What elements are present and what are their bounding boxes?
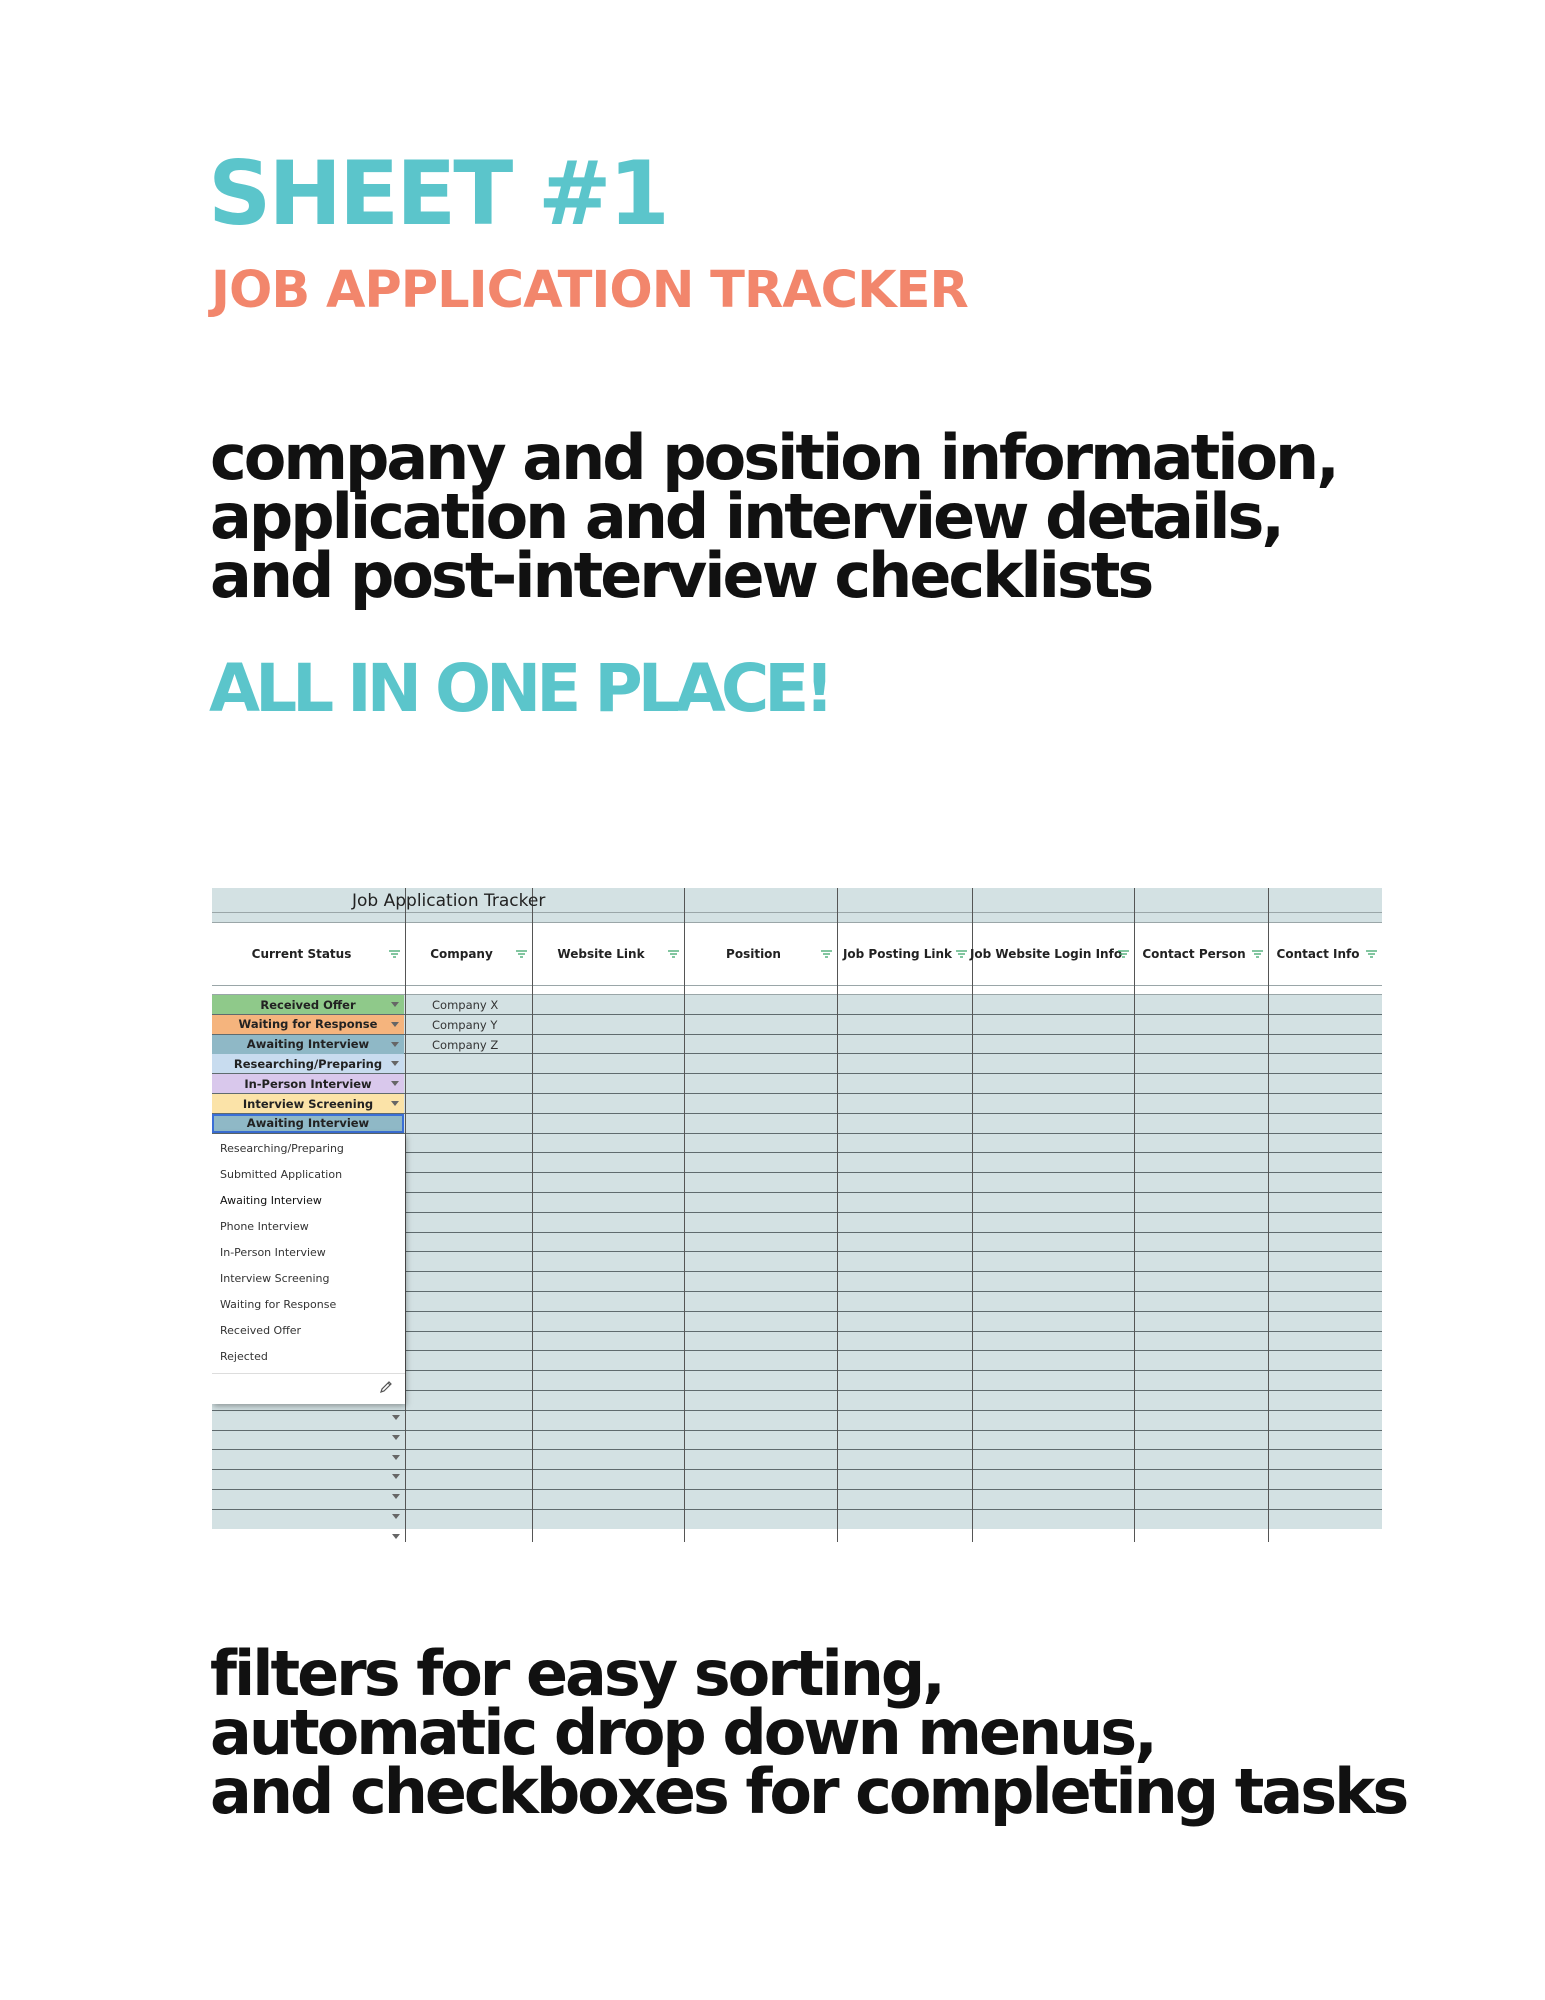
column-divider — [684, 888, 685, 1542]
header-divider — [212, 922, 1382, 923]
dropdown-caret-icon[interactable] — [392, 1474, 400, 1479]
column-header[interactable]: Contact Info — [1276, 947, 1360, 961]
row-divider — [212, 1469, 1382, 1470]
dropdown-caret-icon[interactable] — [391, 1002, 399, 1007]
column-header[interactable]: Website Link — [557, 947, 645, 961]
row-divider — [212, 1449, 1382, 1450]
column-divider — [837, 888, 838, 1542]
sheet-heading: SHEET #1 — [208, 142, 667, 245]
grid-row — [212, 1470, 1382, 1489]
dropdown-option[interactable]: Submitted Application — [220, 1168, 343, 1181]
tagline: ALL IN ONE PLACE! — [209, 650, 830, 727]
blurb-line: filters for easy sorting, — [210, 1637, 943, 1710]
row-divider — [212, 1430, 1382, 1431]
status-cell[interactable]: Waiting for Response — [212, 1015, 404, 1034]
grid-row — [212, 1450, 1382, 1469]
header-divider — [212, 912, 1382, 913]
status-cell[interactable]: Received Offer — [212, 995, 404, 1014]
dropdown-option[interactable]: In-Person Interview — [220, 1246, 326, 1259]
column-header[interactable]: Job Posting Link — [842, 947, 953, 961]
column-header[interactable]: Current Status — [251, 947, 352, 961]
filter-icon[interactable] — [821, 950, 832, 958]
dropdown-option[interactable]: Phone Interview — [220, 1220, 309, 1233]
column-divider — [972, 888, 973, 1542]
grid-row — [212, 912, 1382, 922]
filter-icon[interactable] — [1366, 950, 1377, 958]
dropdown-option[interactable]: Awaiting Interview — [220, 1194, 322, 1207]
filter-icon[interactable] — [516, 950, 527, 958]
dropdown-caret-icon[interactable] — [391, 1061, 399, 1066]
grid-row — [212, 1490, 1382, 1509]
dropdown-caret-icon[interactable] — [392, 1455, 400, 1460]
feature-blurb-bottom — [210, 1637, 1407, 1828]
column-header[interactable]: Contact Person — [1142, 947, 1246, 961]
blurb-line: automatic drop down menus, — [210, 1696, 1155, 1769]
status-cell[interactable]: Awaiting Interview — [212, 1035, 404, 1054]
filter-icon[interactable] — [1252, 950, 1263, 958]
grid-row — [212, 1431, 1382, 1450]
dropdown-option[interactable]: Researching/Preparing — [220, 1142, 344, 1155]
company-cell[interactable]: Company Y — [432, 1017, 498, 1032]
column-divider — [1268, 888, 1269, 1542]
dropdown-caret-icon[interactable] — [392, 1435, 400, 1440]
dropdown-option[interactable]: Interview Screening — [220, 1272, 330, 1285]
dropdown-caret-icon[interactable] — [391, 1042, 399, 1047]
dropdown-caret-icon[interactable] — [391, 1081, 399, 1086]
header-divider — [212, 985, 1382, 986]
tracker-subtitle: JOB APPLICATION TRACKER — [211, 261, 968, 320]
status-dropdown-menu[interactable] — [212, 1134, 405, 1404]
filter-icon[interactable] — [389, 950, 400, 958]
grid-row — [212, 1510, 1382, 1529]
feature-blurb-top — [210, 421, 1337, 612]
column-divider — [405, 888, 406, 1542]
dropdown-caret-icon[interactable] — [392, 1494, 400, 1499]
column-divider — [1134, 888, 1135, 1542]
row-divider — [212, 1410, 1382, 1411]
spreadsheet-title: Job Application Tracker — [352, 891, 546, 911]
filter-icon[interactable] — [956, 950, 967, 958]
company-cell[interactable]: Company Z — [432, 1037, 499, 1052]
status-cell[interactable]: Researching/Preparing — [212, 1054, 404, 1073]
row-divider — [212, 1509, 1382, 1510]
column-header[interactable]: Job Website Login Info — [969, 947, 1123, 961]
dropdown-caret-icon[interactable] — [392, 1415, 400, 1420]
column-divider — [532, 888, 533, 1542]
filter-icon[interactable] — [1118, 950, 1129, 958]
status-cell[interactable]: In-Person Interview — [212, 1074, 404, 1093]
company-cell[interactable]: Company X — [432, 998, 499, 1012]
column-header[interactable]: Position — [726, 947, 781, 961]
blurb-line: and post-interview checklists — [210, 539, 1152, 612]
spreadsheet — [212, 888, 1382, 1542]
row-divider — [212, 1489, 1382, 1490]
dropdown-option[interactable]: Received Offer — [220, 1324, 302, 1337]
status-cell[interactable]: Awaiting Interview — [212, 1114, 404, 1133]
blurb-line: company and position information, — [210, 421, 1337, 494]
dropdown-caret-icon[interactable] — [391, 1101, 399, 1106]
dropdown-option[interactable]: Rejected — [220, 1350, 268, 1363]
dropdown-caret-icon[interactable] — [392, 1534, 400, 1539]
dropdown-divider — [212, 1373, 405, 1374]
dropdown-caret-icon[interactable] — [391, 1022, 399, 1027]
grid-row — [212, 1411, 1382, 1430]
filter-icon[interactable] — [668, 950, 679, 958]
dropdown-caret-icon[interactable] — [392, 1514, 400, 1519]
dropdown-option[interactable]: Waiting for Response — [220, 1298, 337, 1311]
edit-pencil-icon[interactable] — [379, 1380, 393, 1394]
status-cell[interactable]: Interview Screening — [212, 1094, 404, 1113]
blurb-line: and checkboxes for completing tasks — [210, 1755, 1407, 1828]
column-header[interactable]: Company — [430, 947, 493, 961]
blurb-line: application and interview details, — [210, 480, 1282, 553]
